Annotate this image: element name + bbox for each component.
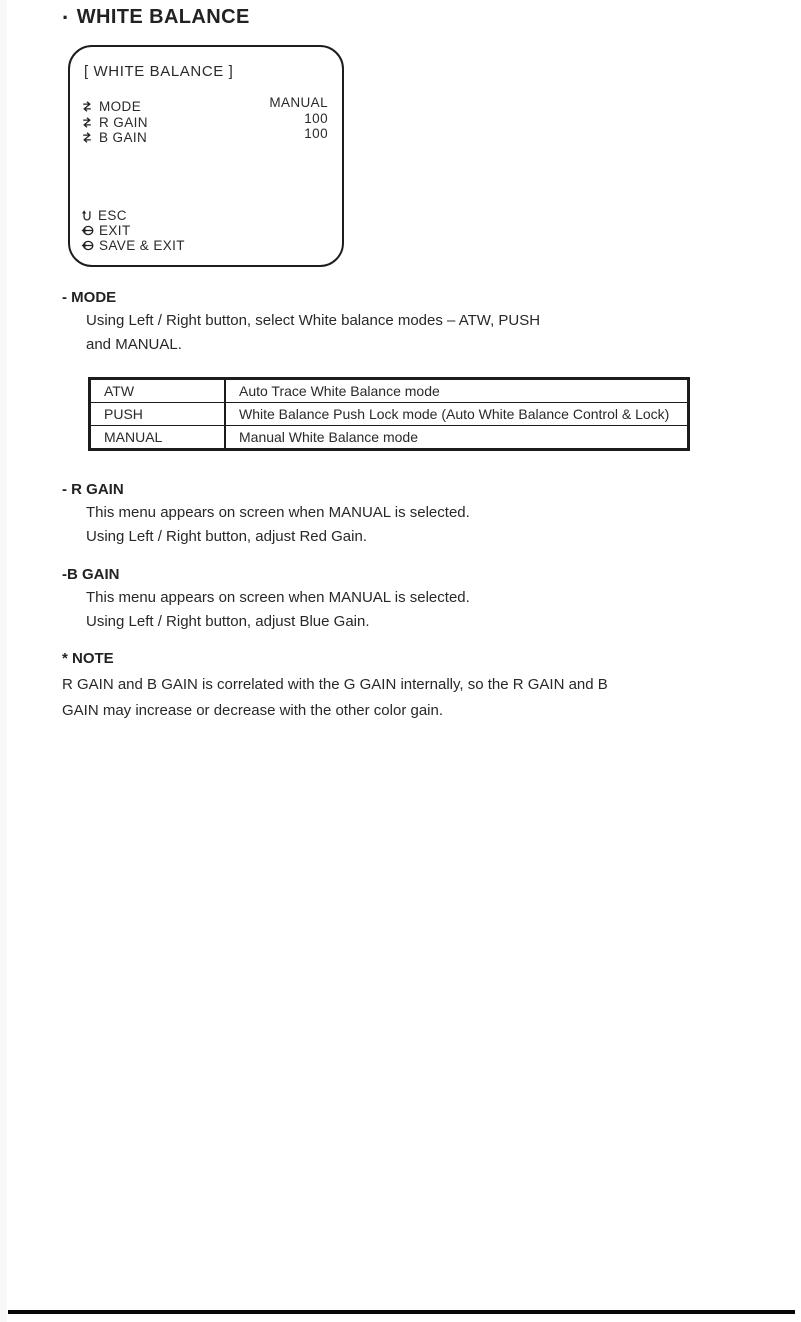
page-footer-rule	[8, 1310, 795, 1314]
table-cell-desc: Manual White Balance mode	[239, 429, 418, 445]
osd-menu-title: [ WHITE BALANCE ]	[84, 63, 234, 80]
section-mode-line: and MANUAL.	[86, 336, 182, 353]
osd-item-label: R GAIN	[99, 114, 148, 130]
osd-item-label: MODE	[99, 99, 142, 115]
section-note-line: R GAIN and B GAIN is correlated with the G GAIN internally, so the R GAIN and B	[62, 676, 608, 693]
osd-menu-panel	[68, 45, 344, 267]
scan-edge-shade	[0, 0, 7, 1322]
osd-action-label: ESC	[98, 208, 127, 223]
osd-item-mode	[82, 99, 148, 115]
page-title-text: WHITE BALANCE	[76, 6, 250, 28]
table-cell-mode: MANUAL	[90, 426, 226, 450]
section-note-heading: * NOTE	[62, 650, 114, 667]
osd-menu-actions	[81, 208, 185, 253]
section-rgain	[62, 481, 470, 549]
osd-item-bgain	[82, 130, 148, 146]
bullet-icon: ·	[62, 4, 70, 30]
table-cell-desc: White Balance Push Lock mode (Auto White Balance Control & Lock)	[225, 403, 689, 426]
left-right-adjust-icon	[82, 132, 92, 143]
section-note	[62, 650, 608, 724]
return-arrow-icon	[81, 225, 94, 236]
section-note-line: GAIN may increase or decrease with the other color gain.	[62, 702, 444, 719]
section-mode-line: Using Left / Right button, select White balance modes – ATW, PUSH	[86, 312, 541, 329]
section-mode-heading: - MODE	[62, 289, 117, 306]
osd-action-save-exit	[81, 238, 185, 253]
section-bgain	[62, 566, 470, 634]
section-bgain-heading: -B GAIN	[62, 566, 120, 583]
osd-action-exit	[81, 223, 185, 238]
wb-modes-table	[88, 377, 690, 451]
osd-item-value-bgain: 100	[304, 126, 328, 141]
table-cell-mode: ATW	[90, 379, 226, 403]
osd-menu-items	[82, 99, 148, 146]
table-cell-desc: Auto Trace White Balance mode	[225, 379, 689, 403]
osd-item-value-mode: MANUAL	[269, 95, 328, 110]
page-title	[62, 6, 250, 29]
section-bgain-line: Using Left / Right button, adjust Blue Gain.	[86, 613, 370, 630]
osd-item-label: B GAIN	[99, 130, 148, 146]
section-rgain-heading: - R GAIN	[62, 481, 124, 498]
section-bgain-line: This menu appears on screen when MANUAL is selected.	[86, 589, 470, 606]
table-cell-mode: PUSH	[90, 403, 226, 426]
osd-item-rgain	[82, 115, 148, 131]
return-arrow-icon	[81, 240, 94, 251]
u-turn-arrow-icon	[81, 210, 93, 222]
osd-action-label: SAVE & EXIT	[99, 238, 185, 253]
table-row	[90, 426, 689, 450]
osd-action-label: EXIT	[99, 223, 131, 238]
left-right-adjust-icon	[82, 117, 92, 128]
osd-item-value-rgain: 100	[304, 110, 328, 126]
osd-menu-values	[269, 95, 328, 142]
section-mode	[62, 289, 540, 357]
section-rgain-line: Using Left / Right button, adjust Red Gain.	[86, 528, 367, 545]
osd-action-esc	[81, 208, 185, 223]
table-row	[90, 403, 689, 426]
table-row	[90, 379, 689, 403]
left-right-adjust-icon	[82, 101, 92, 112]
section-rgain-line: This menu appears on screen when MANUAL is selected.	[86, 504, 470, 521]
